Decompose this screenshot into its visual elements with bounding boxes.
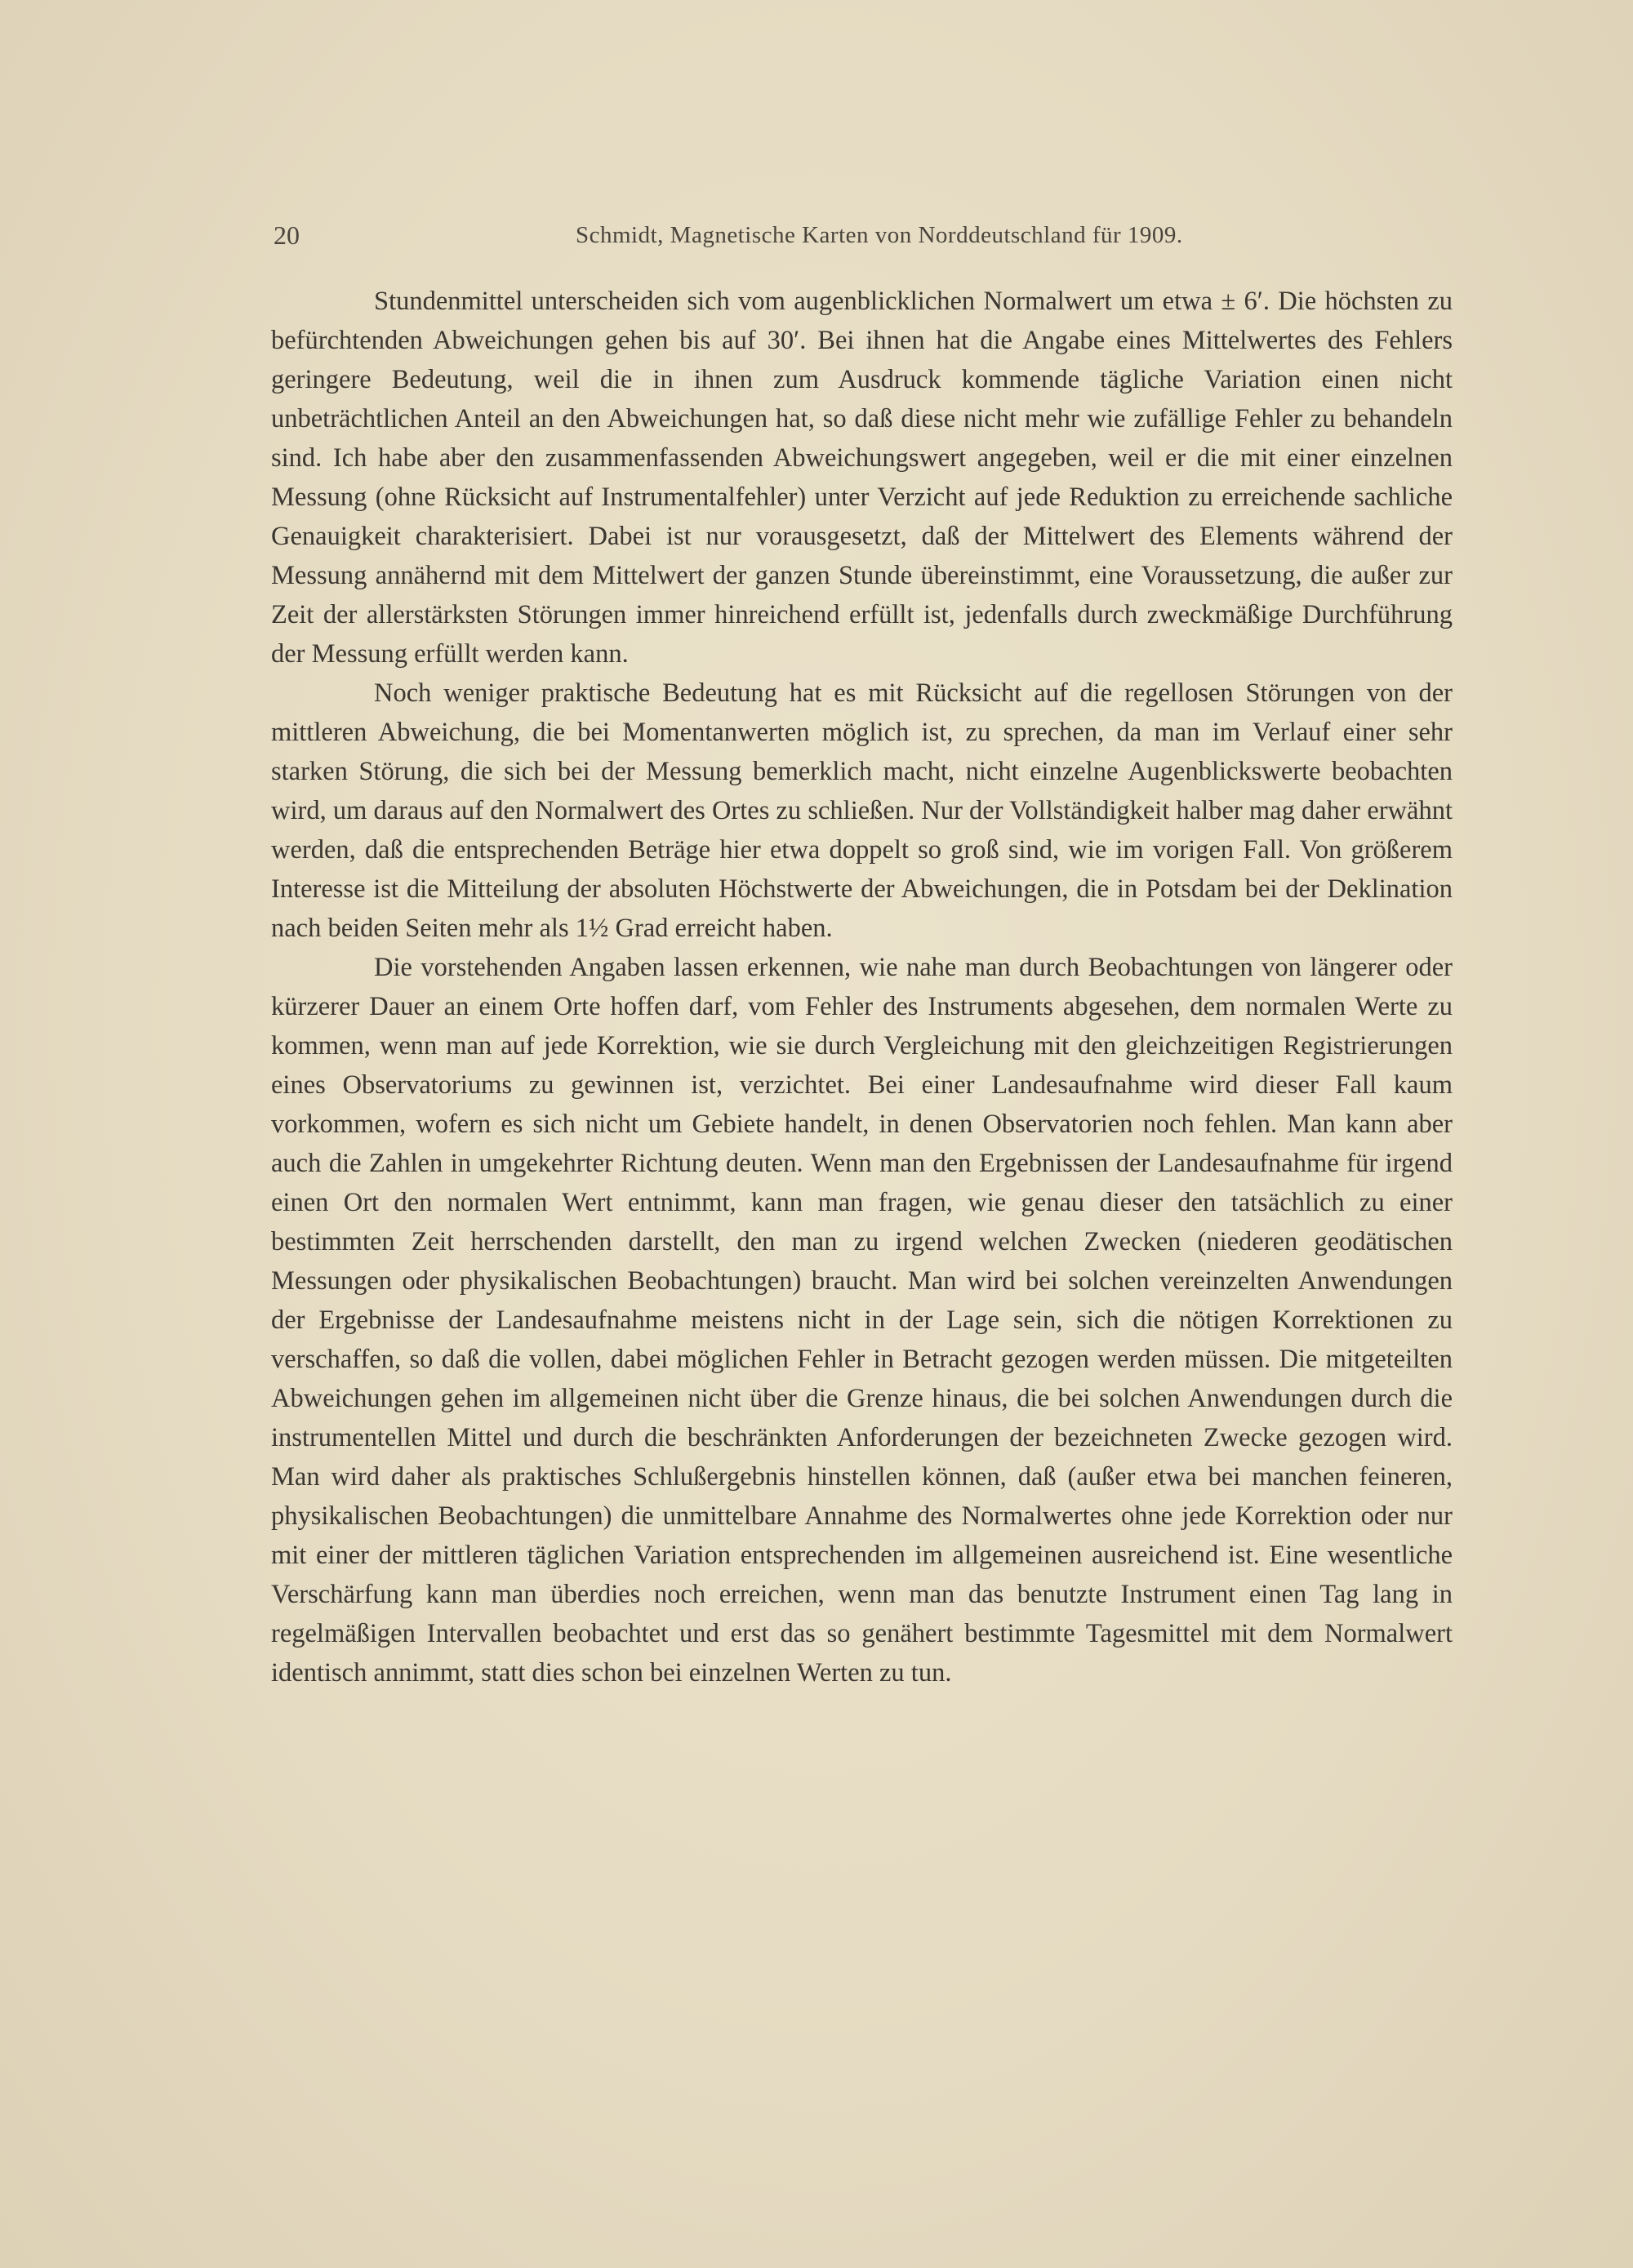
body-text [271, 282, 1453, 1692]
paragraph-2: Noch weniger praktische Bedeutung hat es mit Rücksicht auf die regellosen Störungen von der mittleren Abweichung, die bei Momentanwerten möglich ist, zu sprechen, da man im Verlauf einer sehr starken Störung, die sich bei der Messung bemerklich macht, nicht einzelne Augenblickswerte beobachten wird, um daraus auf den Normalwert des Ortes zu schließen. Nur der Vollständigkeit halber mag daher erwähnt werden, daß die entsprechenden Beträge hier etwa doppelt so groß sind, wie im vorigen Fall. Von größerem Interesse ist die Mitteilung der absoluten Höchstwerte der Abweichungen, die in Potsdam bei der Deklination nach beiden Seiten mehr als 1½ Grad erreicht haben. [271, 678, 1453, 943]
paragraph-1: Stundenmittel unterscheiden sich vom augenblicklichen Normalwert um etwa ± 6′. Die höchsten zu befürchtenden Abweichungen gehen bis auf 30′. Bei ihnen hat die Angabe eines Mittelwertes des Fehlers geringere Bedeutung, weil die in ihnen zum Ausdruck kommende tägliche Variation einen nicht unbeträchtlichen Anteil an den Abweichungen hat, so daß diese nicht mehr wie zufällige Fehler zu behandeln sind. Ich habe aber den zusammenfassenden Abweichungswert angegeben, weil er die mit einer einzelnen Messung (ohne Rücksicht auf Instrumentalfehler) unter Verzicht auf jede Reduktion zu erreichende sachliche Genauigkeit charakterisiert. Dabei ist nur vorausgesetzt, daß der Mittelwert des Elements während der Messung annähernd mit dem Mittelwert der ganzen Stunde übereinstimmt, eine Voraussetzung, die außer zur Zeit der allerstärksten Störungen immer hinreichend erfüllt ist, jedenfalls durch zweckmäßige Durchführung der Messung erfüllt werden kann. [271, 287, 1453, 669]
page-number: 20 [274, 220, 300, 250]
page-header [274, 220, 1449, 253]
paragraph-3: Die vorstehenden Angaben lassen erkennen, wie nahe man durch Beobachtungen von längerer oder kürzerer Dauer an einem Orte hoffen darf, vom Fehler des Instruments abgesehen, dem normalen Werte zu kommen, wenn man auf jede Korrektion, wie sie durch Vergleichung mit den gleichzeitigen Registrierungen eines Observatoriums zu gewinnen ist, verzichtet. Bei einer Landesaufnahme wird dieser Fall kaum vorkommen, wofern es sich nicht um Gebiete handelt, in denen Observatorien noch fehlen. Man kann aber auch die Zahlen in umgekehrter Richtung deuten. Wenn man den Ergebnissen der Landesaufnahme für irgend einen Ort den normalen Wert entnimmt, kann man fragen, wie genau dieser den tatsächlich zu einer bestimmten Zeit herrschenden darstellt, den man zu irgend welchen Zwecken (niederen geodätischen Messungen oder physikalischen Beobachtungen) braucht. Man wird bei solchen vereinzelten Anwendungen der Ergebnisse der Landesaufnahme meistens nicht in der Lage sein, sich die nötigen Korrektionen zu verschaffen, so daß die vollen, dabei möglichen Fehler in Betracht gezogen werden müssen. Die mitgeteilten Abweichungen gehen im allgemeinen nicht über die Grenze hinaus, die bei solchen Anwendungen durch die instrumentellen Mittel und durch die beschränkten Anforderungen der bezeichneten Zwecke gezogen wird. Man wird daher als praktisches Schlußergebnis hinstellen können, daß (außer etwa bei manchen feineren, physikalischen Beobachtungen) die unmittelbare Annahme des Normalwertes ohne jede Korrektion oder nur mit einer der mittleren täglichen Variation entsprechenden im allgemeinen ausreichend ist. Eine wesentliche Verschärfung kann man überdies noch erreichen, wenn man das benutzte Instrument einen Tag lang in regelmäßigen Intervallen beobachtet und erst das so genähert bestimmte Tagesmittel mit dem Normalwert identisch annimmt, statt dies schon bei einzelnen Werten zu tun. [271, 953, 1453, 1688]
running-title: Schmidt, Magnetische Karten von Norddeutschland für 1909. [576, 222, 1183, 248]
